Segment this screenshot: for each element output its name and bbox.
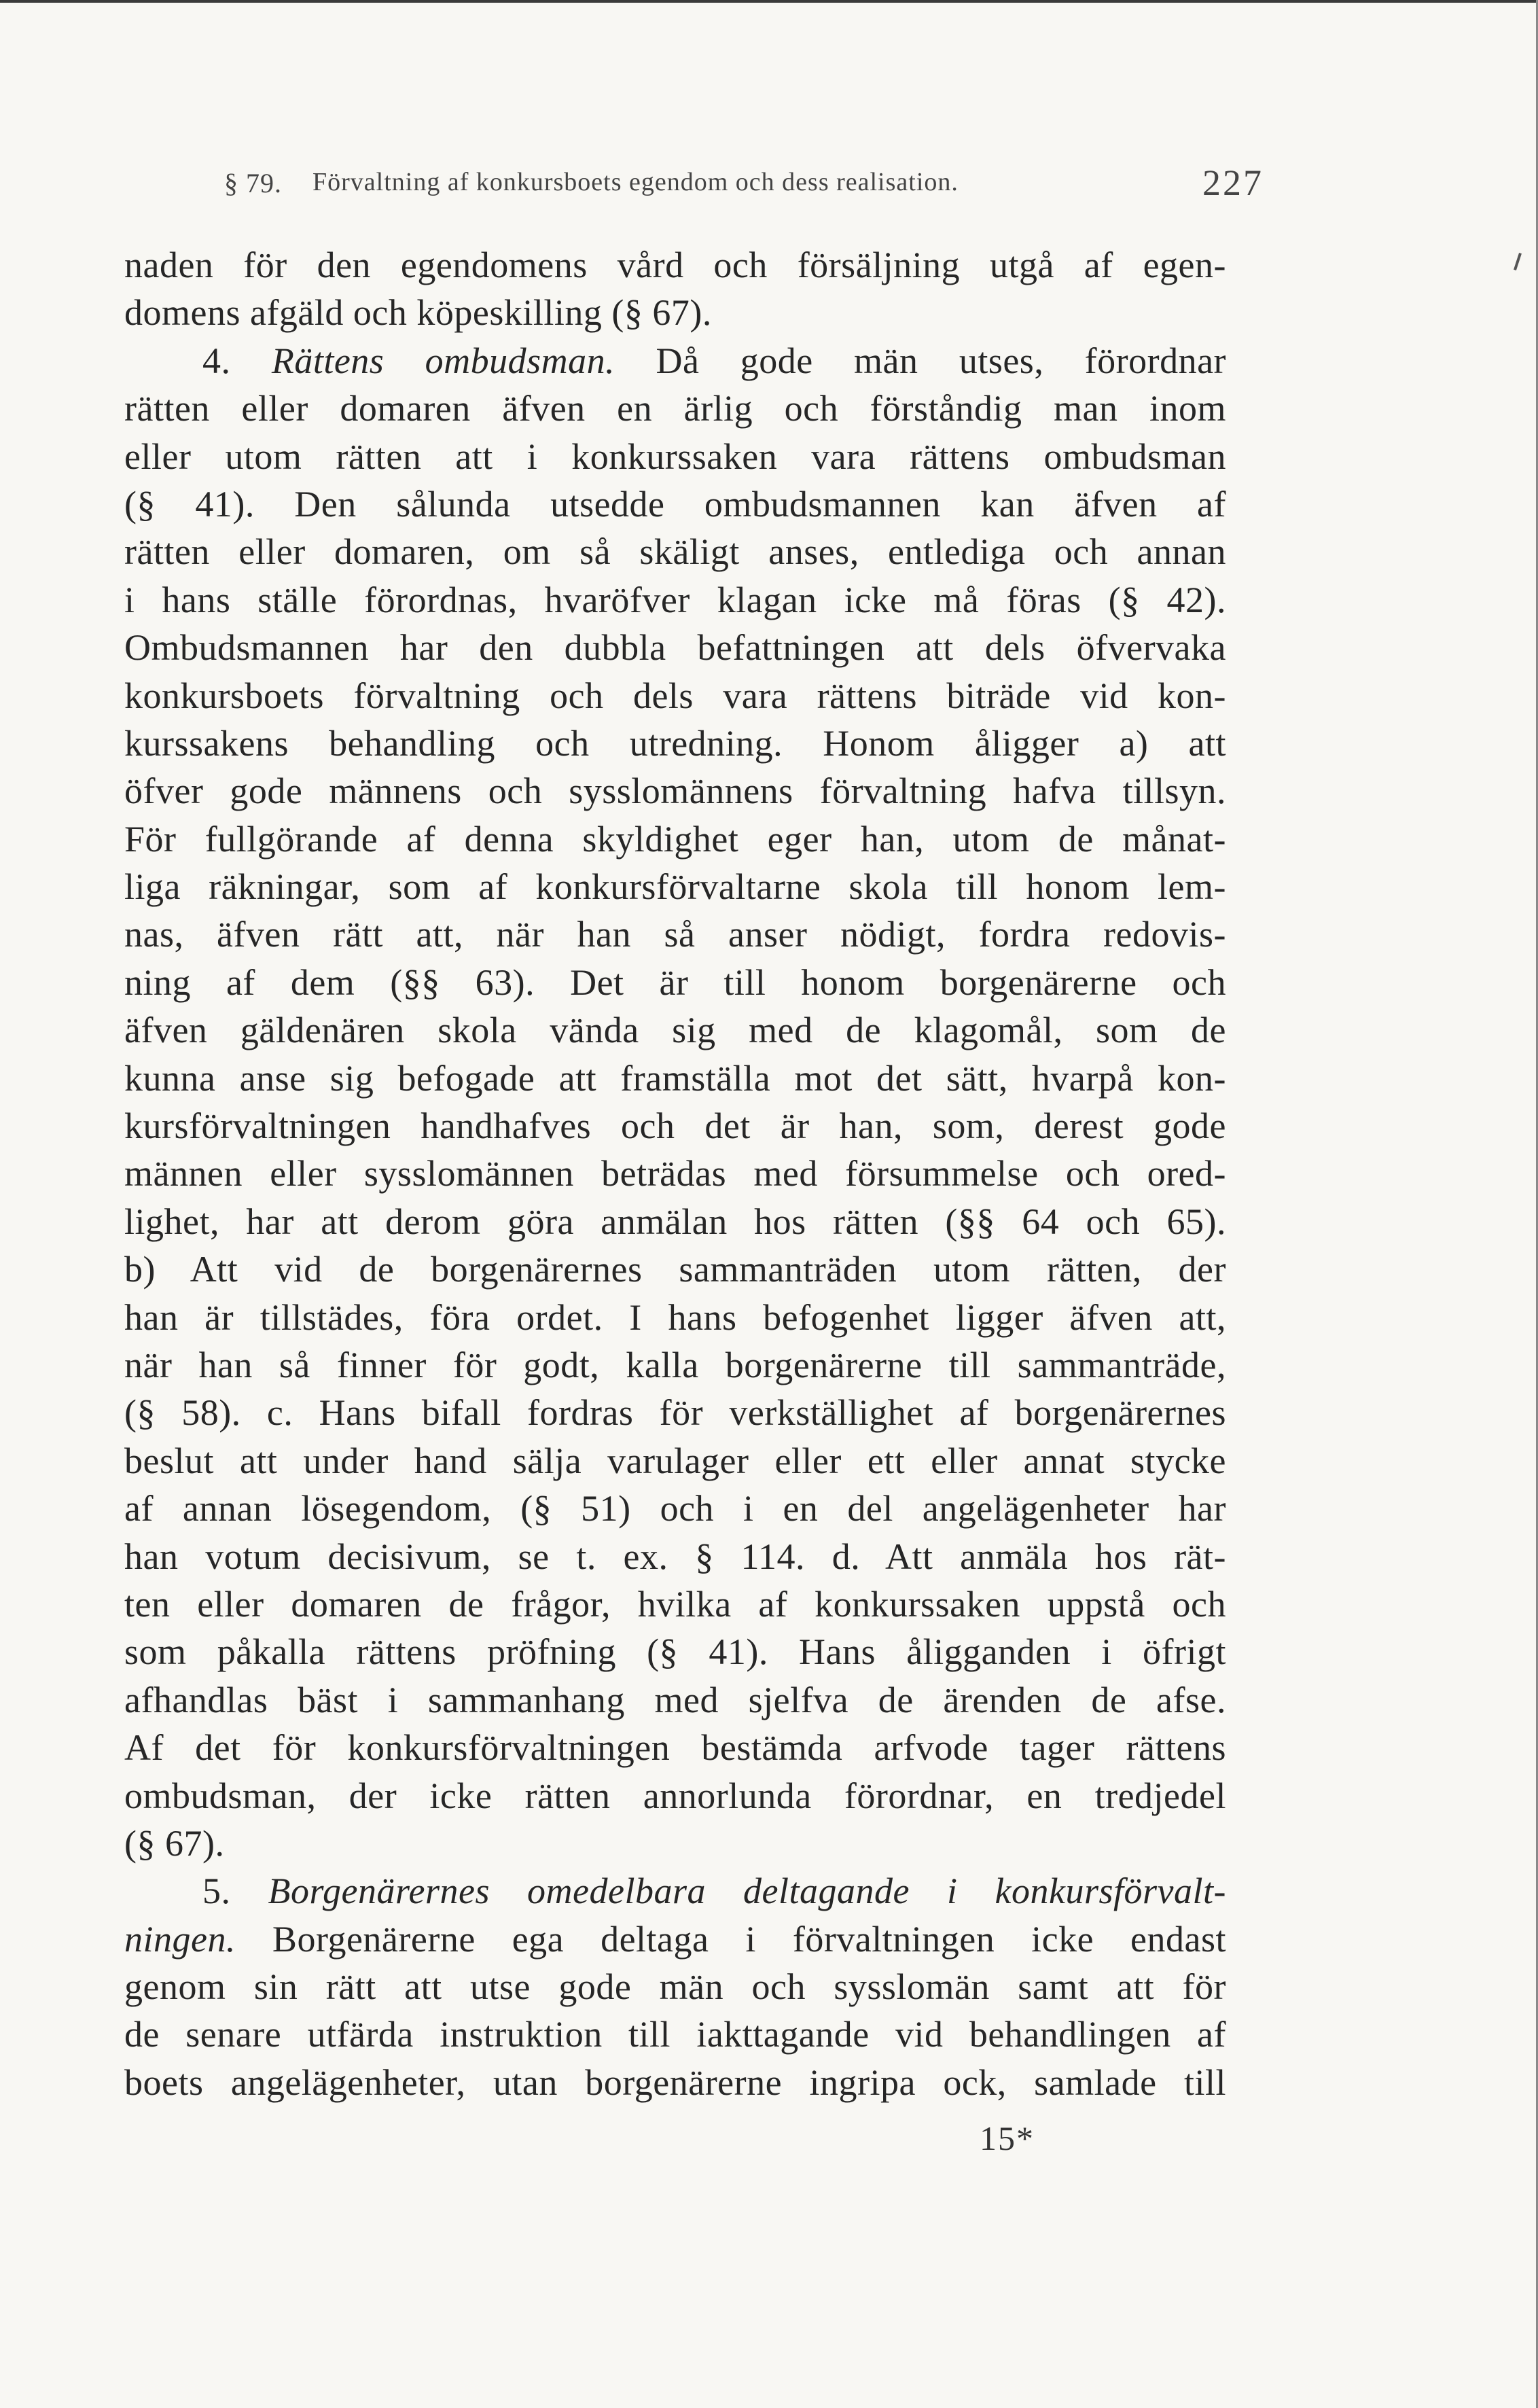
text-line: rätten eller domaren, om så skäligt anses, entlediga och annan (124, 531, 1226, 573)
text-line: öfver gode männens och sysslomännens förvaltning hafva tillsyn. (124, 771, 1226, 812)
text-line: han votum decisivum, se t. ex. § 114. d. Att anmäla hos rät- (124, 1536, 1226, 1577)
text-line: (§ 58). c. Hans bifall fordras för verkställighet af borgenärernes (124, 1392, 1226, 1434)
text-line: b) Att vid de borgenärernes sammanträden utom rätten, der (124, 1249, 1226, 1290)
paragraph-4-number: 4. (202, 340, 231, 381)
paragraph-5-number: 5. (202, 1871, 231, 1912)
text-line: han är tillstädes, föra ordet. I hans befogenhet ligger äfven att, (124, 1296, 1226, 1338)
text-line: de senare utfärda instruktion till iakttagande vid behandlingen af (124, 2014, 1226, 2055)
body-text (124, 241, 1226, 2106)
text-line: som påkalla rättens pröfning (§ 41). Hans åligganden i öfrigt (124, 1631, 1226, 1673)
text-line: äfven gäldenären skola vända sig med de klagomål, som de (124, 1010, 1226, 1051)
page-number: 227 (1202, 162, 1264, 203)
text-line: ning af dem (§§ 63). Det är till honom borgenärerne och (124, 961, 1226, 1003)
text-line: rätten eller domaren äfven en ärlig och förståndig man inom (124, 388, 1226, 429)
text-line: (§ 41). Den sålunda utsedde ombudsmannen kan äfven af (124, 483, 1226, 525)
text-line: konkursboets förvaltning och dels vara rättens biträde vid kon- (124, 675, 1226, 716)
text-line: kunna anse sig befogade att framställa mot det sätt, hvarpå kon- (124, 1057, 1226, 1099)
text-line: Ombudsmannen har den dubbla befattningen att dels öfvervaka (124, 627, 1226, 669)
text-line: ten eller domaren de frågor, hvilka af konkurssaken uppstå och (124, 1583, 1226, 1625)
text-line: naden för den egendomens vård och försäljning utgå af egen- (124, 245, 1226, 285)
text-line: (§ 67). (124, 1822, 225, 1864)
header-title: Förvaltning af konkursboets egendom och dess realisation. (312, 168, 959, 196)
running-header (224, 155, 1264, 209)
paragraph-4-text: Då gode män utses, förordnar (656, 340, 1227, 381)
margin-mark (1514, 253, 1522, 270)
text-line: lighet, har att derom göra anmälan hos rätten (§§ 64 och 65). (124, 1201, 1226, 1242)
text-line: kursförvaltningen handhafves och det är han, som, derest gode (124, 1105, 1226, 1147)
signature-mark: 15* (980, 2119, 1035, 2157)
text-line: nas, äfven rätt att, när han så anser nödigt, fordra redovis- (124, 914, 1226, 955)
text-line: ombudsman, der icke rätten annorlunda förordnar, en tredjedel (124, 1775, 1226, 1816)
text-line: i hans ställe förordnas, hvaröfver klagan icke må föras (§ 42). (124, 579, 1226, 620)
paragraph-5-text: Borgenärerne ega deltaga i förvaltningen icke endast (272, 1918, 1227, 1960)
paragraph-5-heading-part2: ningen. (124, 1918, 236, 1960)
text-line: domens afgäld och köpeskilling (§ 67). (124, 292, 712, 334)
scan-top-edge (0, 0, 1538, 3)
text-line: genom sin rätt att utse gode män och sysslomän samt att för (124, 1966, 1226, 2008)
text-line: kurssakens behandling och utredning. Honom åligger a) att (124, 722, 1226, 764)
paragraph-4-heading: Rättens ombudsman. (271, 340, 615, 381)
text-line: För fullgörande af denna skyldighet eger han, utom de månat- (124, 818, 1226, 860)
text-line: boets angelägenheter, utan borgenärerne ingripa ock, samlade till (124, 2061, 1226, 2103)
text-line: när han så finner för godt, kalla borgenärerne till sammanträde, (124, 1344, 1226, 1385)
text-line: liga räkningar, som af konkursförvaltarne skola till honom lem- (124, 866, 1226, 908)
paragraph-5-heading-part1: Borgenärernes omedelbara deltagande i konkursförvalt- (268, 1871, 1226, 1912)
text-line: eller utom rätten att i konkurssaken vara rättens ombudsman (124, 436, 1226, 477)
paragraph-5-second-line (124, 1915, 1226, 1963)
text-line: männen eller sysslomännen beträdas med försummelse och ored- (124, 1153, 1226, 1194)
text-line: beslut att under hand sälja varulager eller ett eller annat stycke (124, 1440, 1226, 1481)
text-line: af annan lösegendom, (§ 51) och i en del angelägenheter har (124, 1488, 1226, 1529)
paragraph-5-first-line (124, 1867, 1226, 1915)
header-section-number: § 79. (224, 168, 282, 198)
paragraph-4-first-line (124, 337, 1226, 385)
text-line: Af det för konkursförvaltningen bestämda arfvode tager rättens (124, 1727, 1226, 1769)
text-line: afhandlas bäst i sammanhang med sjelfva de ärenden de afse. (124, 1679, 1226, 1720)
